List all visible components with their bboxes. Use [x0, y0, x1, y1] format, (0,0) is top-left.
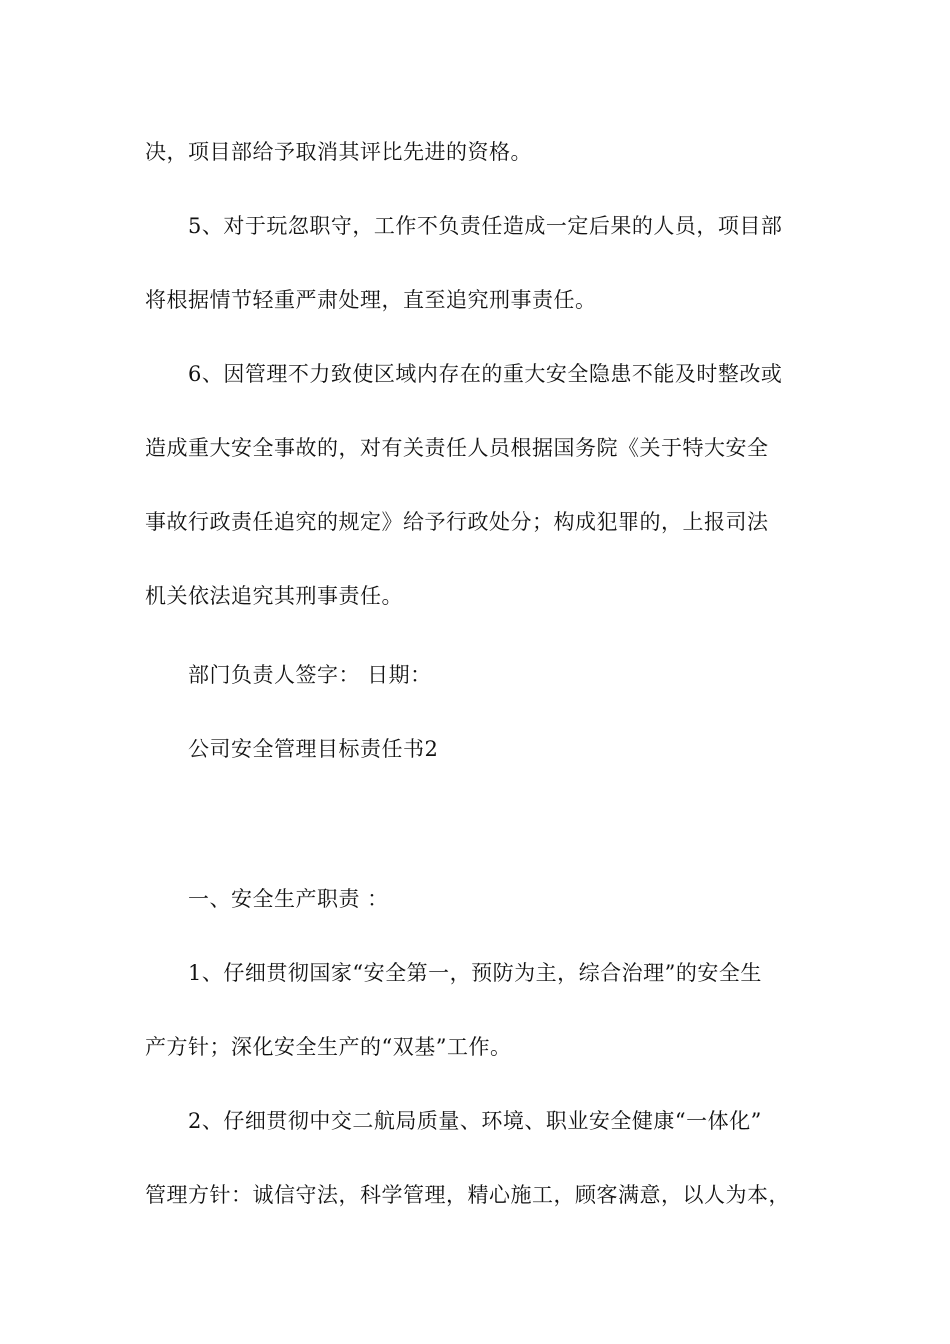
section-title: 公司安全管理目标责任书2 [188, 737, 439, 761]
paragraph-line: 6、因管理不力致使区域内存在的重大安全隐患不能及时整改或 [188, 362, 783, 386]
paragraph-line: 5、对于玩忽职守，工作不负责任造成一定后果的人员，项目部 [188, 214, 783, 238]
paragraph-line: 1、仔细贯彻国家“安全第一，预防为主，综合治理”的安全生 [188, 961, 762, 985]
signature-line: 部门负责人签字： 日期： [188, 663, 432, 687]
paragraph-line: 管理方针：诚信守法，科学管理，精心施工，顾客满意，以人为本， [145, 1183, 790, 1207]
paragraph-line: 决，项目部给予取消其评比先进的资格。 [145, 140, 532, 164]
paragraph-line: 机关依法追究其刑事责任。 [145, 584, 403, 608]
paragraph-line: 造成重大安全事故的，对有关责任人员根据国务院《关于特大安全 [145, 436, 769, 460]
paragraph-line: 产方针；深化安全生产的“双基”工作。 [145, 1035, 512, 1059]
paragraph-line: 2、仔细贯彻中交二航局质量、环境、职业安全健康“一体化” [188, 1109, 762, 1133]
paragraph-line: 事故行政责任追究的规定》给予行政处分；构成犯罪的，上报司法 [145, 510, 769, 534]
section-heading: 一、安全生产职责 ： [188, 887, 389, 911]
paragraph-line: 将根据情节轻重严肃处理，直至追究刑事责任。 [145, 288, 597, 312]
